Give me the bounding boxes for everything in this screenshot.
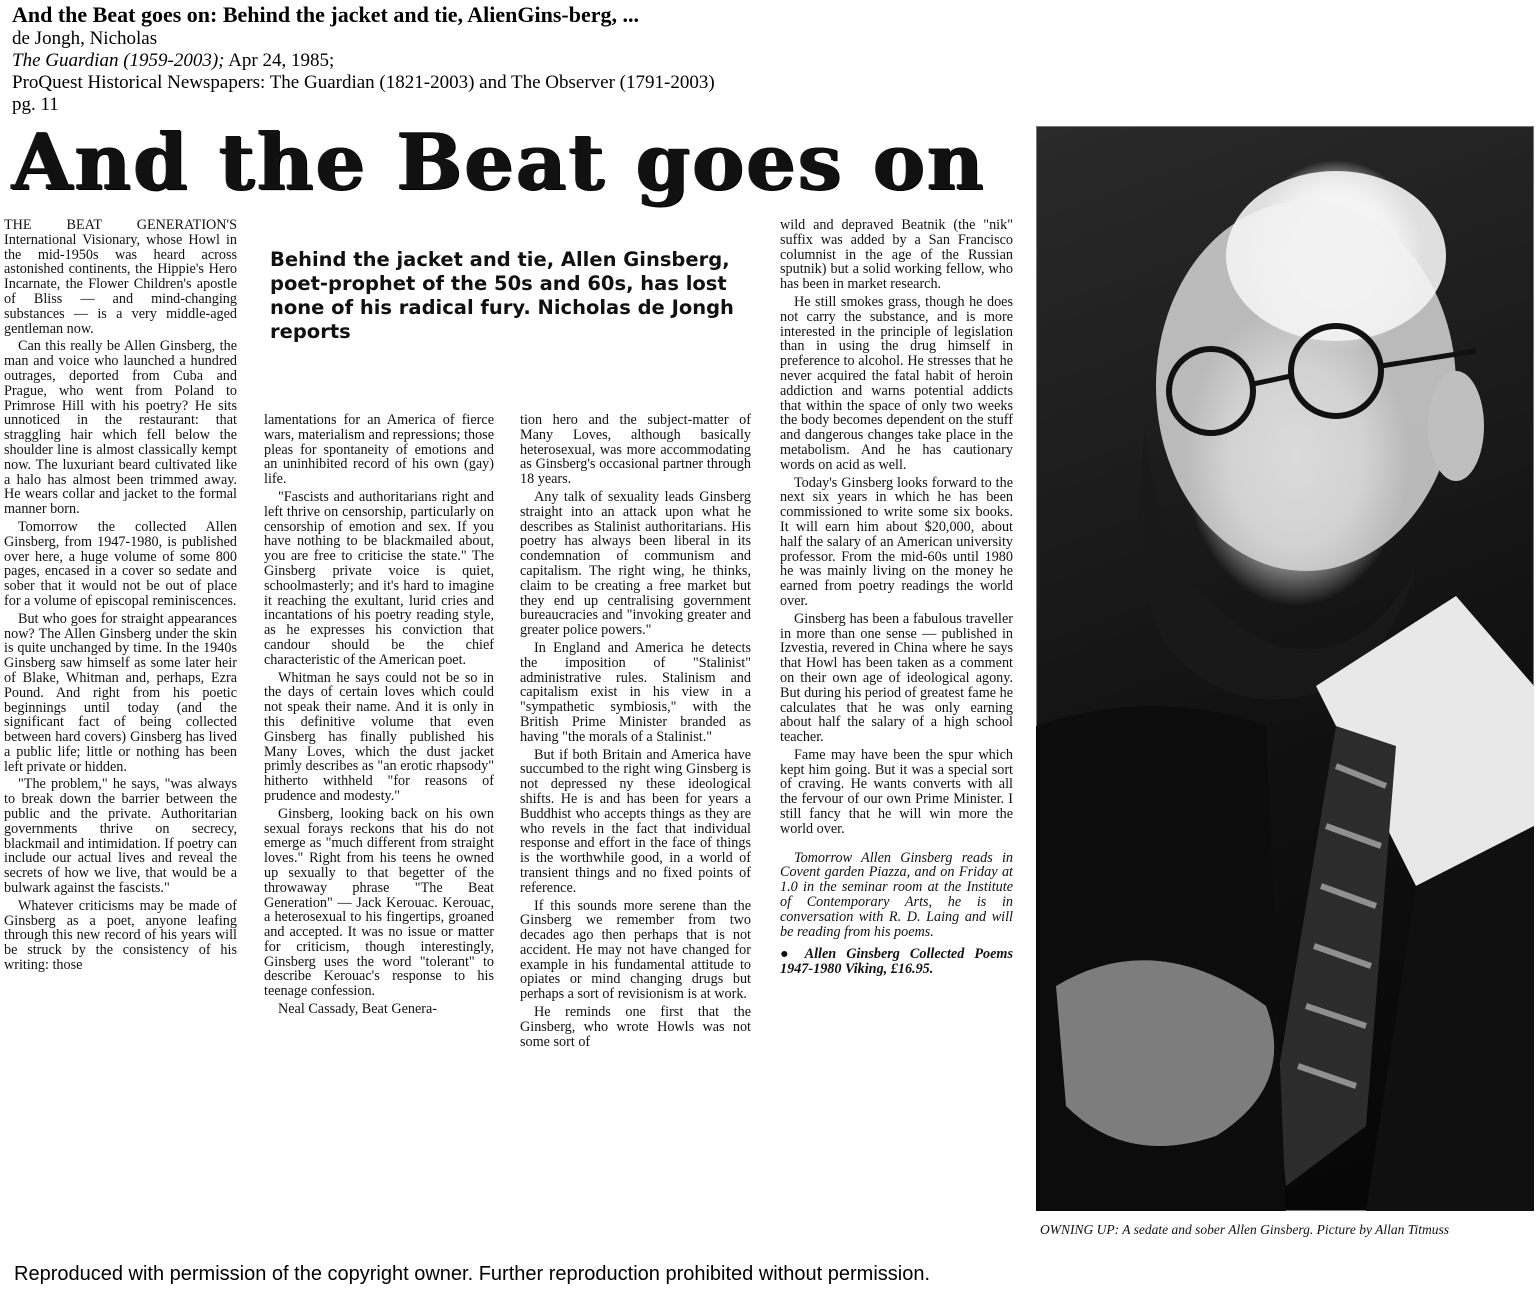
citation-page: pg. 11: [12, 94, 59, 115]
paragraph: Whatever criticisms may be made of Ginsberg as a poet, anyone leafing through this new record of his years will be struck by the consistency of his writing: those: [4, 897, 237, 974]
citation-publication: The Guardian (1959-2003);: [12, 50, 225, 71]
event-note: Tomorrow Allen Ginsberg reads in Covent garden Piazza, and on Friday at 1.0 in the seminar room at the Institute of Contemporary Arts, he is in conversation with R. D. Laing and will be reading from his poems.: [780, 849, 1013, 940]
article-column-4: [780, 218, 1013, 1258]
paragraph: But if both Britain and America have succumbed to the right wing Ginsberg is not depressed ny these ideological shifts. He is and has been for years a Buddhist who accepts things as they are who revels in the fact that individual response and effort in the face of things is the worthwhile good, in a world of transient things and no fixed points of reference.: [520, 746, 751, 896]
paragraph: Any talk of sexuality leads Ginsberg straight into an attack upon what he describes as Stalinist authoritarians. His poetry has always been liberal in its condemnation of communism and capitalism. The right wing, he thinks, claim to be creating a free market but they end up centralising government bureaucracies and "invoking greater and greater police powers.": [520, 488, 751, 639]
paragraph: Fame may have been the spur which kept him going. But it was a special sort of craving. He wants converts with all the fervour of our own Prime Minister. I still fancy that he will win more the world over.: [780, 746, 1013, 837]
copyright-footer: Reproduced with permission of the copyright owner. Further reproduction prohibited without permission.: [14, 1263, 931, 1285]
paragraph: Ginsberg has been a fabulous traveller in more than one sense — published in Izvestia, revered in China where he says that Howl has been taken as a comment on their own age of ideological agony. But during his period of greatest fame he calculates that he was only earning about half the salary of a high school teacher.: [780, 610, 1013, 746]
paragraph: "The problem," he says, "was always to break down the barrier between the public and the private. Authoritarian governments thrive on secrecy, blackmail and intimidation. If poetry can include our actual lives and reveal the secrets of how we live, that would be a bulwark against the fascists.": [4, 776, 237, 897]
article-column-1: [4, 218, 237, 1258]
paragraph: Today's Ginsberg looks forward to the next six years in which he has been commissioned to write some six books. It will earn him about $20,000, about half the salary of an American university professor. From the mid-60s until 1980 he was mainly living on the money he earned from poetry readings the world over.: [780, 474, 1013, 609]
citation-date: Apr 24, 1985;: [224, 50, 335, 71]
paragraph: lamentations for an America of fierce wars, materialism and repressions; those pleas for spontaneity of emotions and an uninhibited record of his own (gay) life.: [264, 413, 494, 488]
paragraph: THE BEAT GENERATION'S International Visionary, whose Howl in the mid-1950s was heard across astonished continents, the Hippie's Hero Incarnate, the Flower Children's apostle of Bliss — and mind-changing substances — is a very middle-aged gentleman now.: [4, 218, 237, 337]
paragraph: But who goes for straight appearances now? The Allen Ginsberg under the skin is quite unchanged by time. In the 1940s Ginsberg saw himself as some later heir of Blake, Whitman and, perhaps, Ezra Pound. And right from his poetic beginnings until today (and the significant fact of being collected between hard covers) Ginsberg has lived a public life; little or nothing has been left private or hidden.: [4, 610, 237, 775]
article-column-3: [520, 413, 751, 1258]
citation-author: de Jongh, Nicholas: [12, 28, 158, 49]
paragraph: If this sounds more serene than the Ginsberg we remember from two decades ago then perhaps that is not accident. He may not have changed for example in his fundamental attitude to opiates or mind changing drugs but perhaps a sort of revisionism is at work.: [520, 897, 751, 1003]
citation-database: ProQuest Historical Newspapers: The Guardian (1821-2003) and The Observer (1791-2003): [12, 72, 715, 93]
citation-title: And the Beat goes on: Behind the jacket and tie, AlienGins-berg, ...: [12, 2, 640, 27]
paragraph: Can this really be Allen Ginsberg, the man and voice who launched a hundred outrages, deported from Cuba and Prague, who went from Poland to Primrose Hill with his poetry? He sits unnoticed in the restaurant: that straggling hair which fell below the shoulder line is almost classically kempt now. The luxuriant beard cultivated like a halo has almost been trimmed away. He wears collar and jacket to the formal manner born.: [4, 338, 237, 518]
paragraph: Tomorrow the collected Allen Ginsberg, from 1947-1980, is published over here, a huge volume of some 800 pages, encased in a cover so sedate and sober that it would not be out of place for a volume of episcopal reminiscences.: [4, 518, 237, 609]
paragraph: Ginsberg, looking back on his own sexual forays reckons that his do not emerge as "much different from straight loves." Right from his teens he owned up sexually to that begetter of the throwaway phrase "The Beat Generation" — Jack Kerouac. Kerouac, a heterosexual to his fingertips, groaned and accepted. It was no issue or matter for criticism, though interestingly, Ginsberg uses the word "tolerant" to describe Kerouac's response to his teenage confession.: [264, 805, 494, 1000]
citation-header: [12, 2, 1012, 116]
article-column-2: [264, 413, 494, 1258]
paragraph: "Fascists and authoritarians right and left thrive on censorship, particularly on censorship of emotion and sex. If you have nothing to be blackmailed about, you are free to criticise the state." The Ginsberg private voice is quiet, schoolmasterly; and it's hard to imagine it reaching the exultant, lurid cries and incantations of his poetry reading style, as he expresses his conviction that candour should be the chief characteristic of the American poet.: [264, 488, 494, 668]
paragraph: Neal Cassady, Beat Genera-: [278, 1001, 438, 1018]
portrait-illustration: [1036, 126, 1534, 1211]
paragraph: In England and America he detects the imposition of "Stalinist" administrative rules. Stalinism and capitalism exist in his view in a "sympathetic symbiosis," with the British Prime Minister branded as having "the morals of a Stalinist.": [520, 639, 751, 745]
paragraph: wild and depraved Beatnik (the "nik" suffix was added by a San Francisco columnist in the age of the Russian sputnik) but a solid working fellow, who has been in market research.: [780, 218, 1013, 293]
article-headline: And the Beat goes on: [12, 117, 986, 208]
book-details: ● Allen Ginsberg Collected Poems 1947-1980 Viking, £16.95.: [780, 946, 1013, 978]
photo-caption: OWNING UP: A sedate and sober Allen Ginsberg. Picture by Allan Titmuss: [1040, 1222, 1449, 1237]
portrait-photo: [1036, 126, 1534, 1211]
paragraph: tion hero and the subject-matter of Many Loves, although basically heterosexual, was more accommodating as Ginsberg's occasional partner through 18 years.: [520, 413, 751, 488]
article-standfirst: Behind the jacket and tie, Allen Ginsberg, poet-prophet of the 50s and 60s, has lost none of his radical fury. Nicholas de Jongh reports: [270, 248, 734, 343]
paragraph: He reminds one first that the Ginsberg, who wrote Howls was not some sort of: [520, 1004, 751, 1050]
paragraph: He still smokes grass, though he does not carry the substance, and is more interested in the principle of legislation than in using the drug himself in preference to alcohol. He stresses that he never acquired the fatal habit of heroin addiction and warns potential addicts that within the space of only two weeks the body becomes dependent on the stuff and dangerous changes take place in the metabolism. And he has cautionary words on acid as well.: [780, 293, 1013, 473]
citation-publication-line: [12, 50, 1012, 72]
paragraph: Whitman he says could not be so in the days of certain loves which could not speak their name. And it is only in this definitive volume that even Ginsberg has finally published his Many Loves, which the dust jacket primly describes as "an erotic rhapsody" hitherto withheld "for reasons of prudence and modesty.": [264, 669, 494, 804]
